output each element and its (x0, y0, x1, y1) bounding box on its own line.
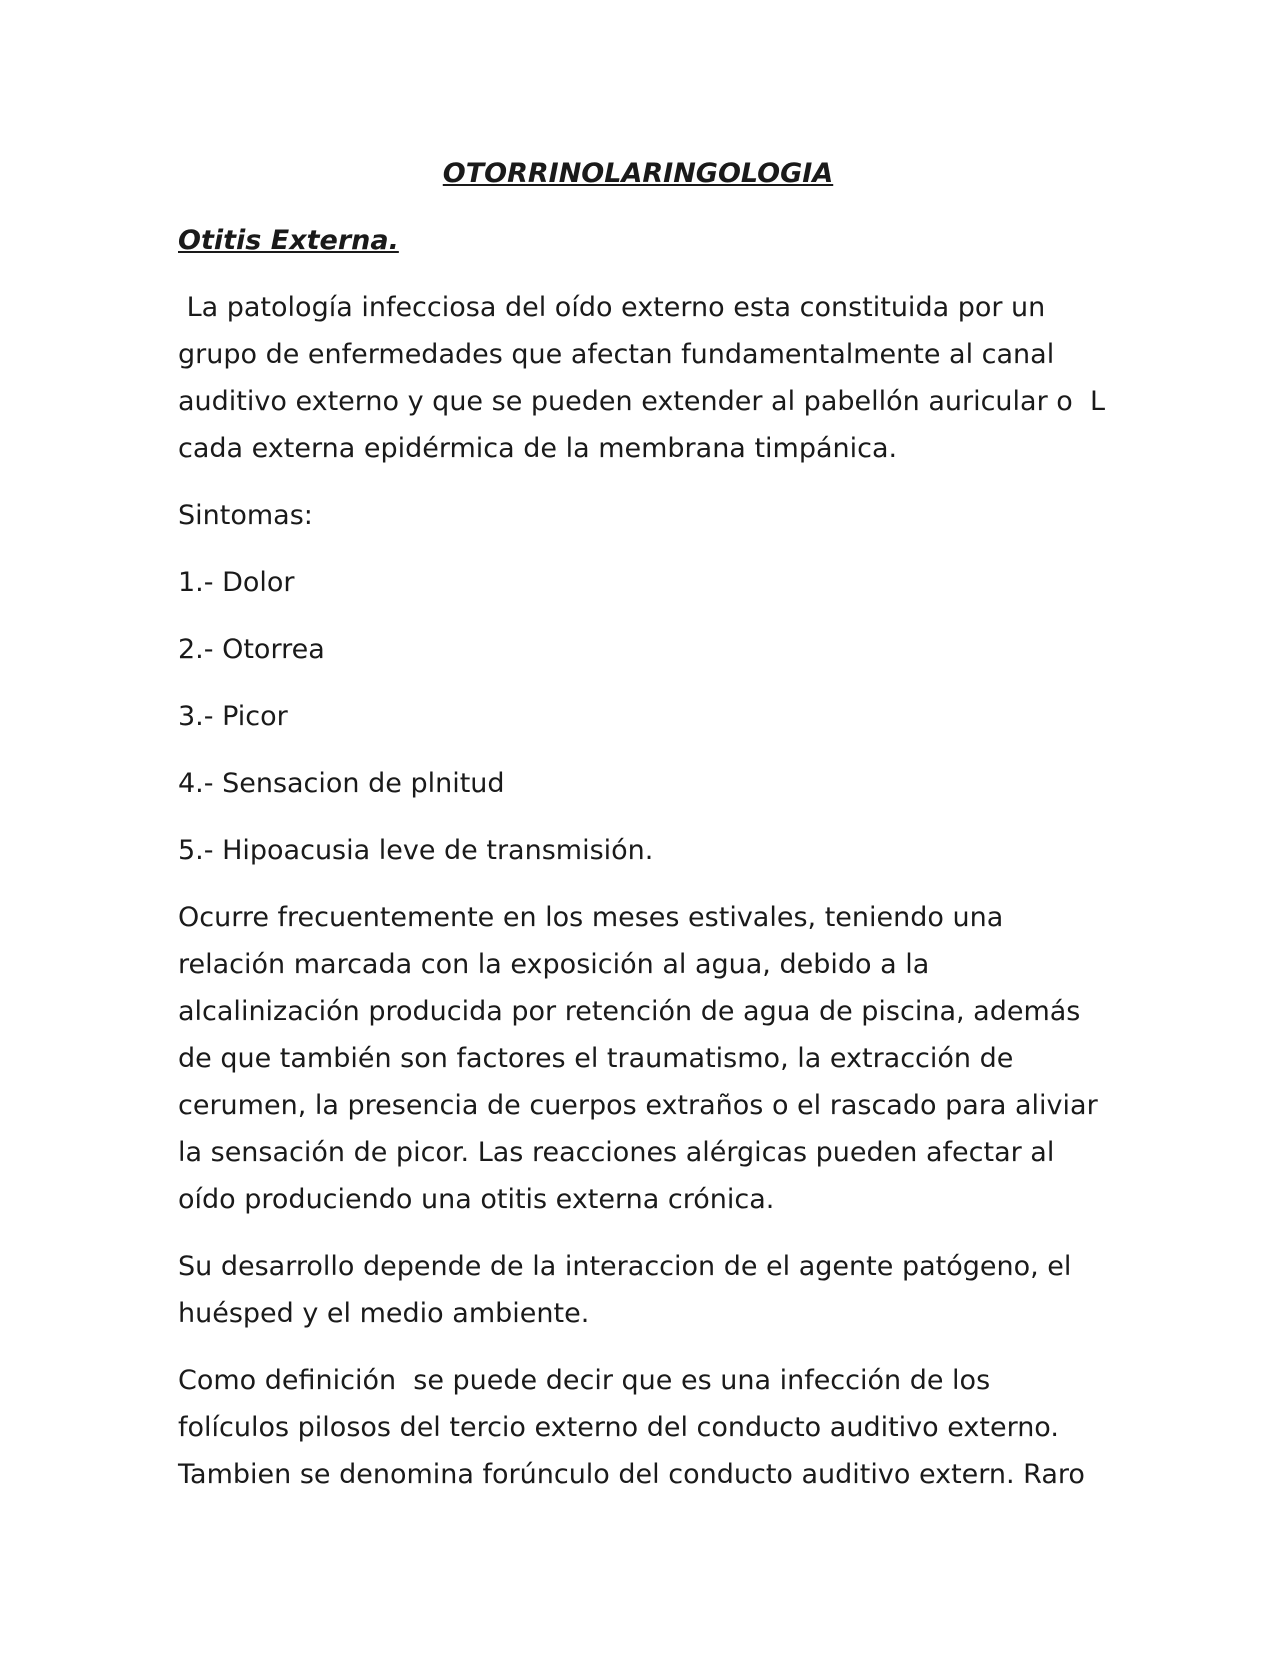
paragraph-line: Ocurre frecuentemente en los meses estivales, teniendo una (178, 902, 1004, 933)
paragraph-line: huésped y el medio ambiente. (178, 1298, 590, 1329)
paragraph-line: grupo de enfermedades que afectan fundamentalmente al canal (178, 339, 1055, 370)
paragraph-line: folículos pilosos del tercio externo del conducto auditivo externo. (178, 1412, 1059, 1443)
paragraph-line: La patología infecciosa del oído externo esta constituida por un (178, 292, 1046, 323)
development-paragraph (178, 1243, 1108, 1337)
symptom-item: 3.- Picor (178, 701, 288, 732)
symptom-item: 4.- Sensacion de plnitud (178, 768, 505, 799)
paragraph-line: auditivo externo y que se pueden extender al pabellón auricular o L (178, 386, 1106, 417)
paragraph-line: relación marcada con la exposición al agua, debido a la (178, 949, 930, 980)
document-body (178, 150, 1108, 1518)
paragraph-line: alcalinización producida por retención de agua de piscina, además (178, 996, 1081, 1027)
symptom-item: 5.- Hipoacusia leve de transmisión. (178, 835, 654, 866)
paragraph-line: oído produciendo una otitis externa crónica. (178, 1184, 775, 1215)
paragraph-line: cada externa epidérmica de la membrana timpánica. (178, 433, 898, 464)
section-title: Otitis Externa. (178, 225, 399, 256)
paragraph-line: la sensación de picor. Las reacciones alérgicas pueden afectar al (178, 1137, 1055, 1168)
symptom-item: 1.- Dolor (178, 567, 295, 598)
symptoms-heading: Sintomas: (178, 500, 313, 531)
document-title: OTORRINOLARINGOLOGIA (442, 158, 834, 189)
causes-paragraph (178, 894, 1108, 1223)
paragraph-line: Como definición se puede decir que es una infección de los (178, 1365, 991, 1396)
symptom-item: 2.- Otorrea (178, 634, 325, 665)
paragraph-line: Tambien se denomina forúnculo del conducto auditivo extern. Raro (178, 1459, 1085, 1490)
intro-paragraph (178, 284, 1108, 472)
paragraph-line: Su desarrollo depende de la interaccion de el agente patógeno, el (178, 1251, 1072, 1282)
paragraph-line: cerumen, la presencia de cuerpos extraños o el rascado para aliviar (178, 1090, 1098, 1121)
definition-paragraph (178, 1357, 1108, 1498)
paragraph-line: de que también son factores el traumatismo, la extracción de (178, 1043, 1014, 1074)
